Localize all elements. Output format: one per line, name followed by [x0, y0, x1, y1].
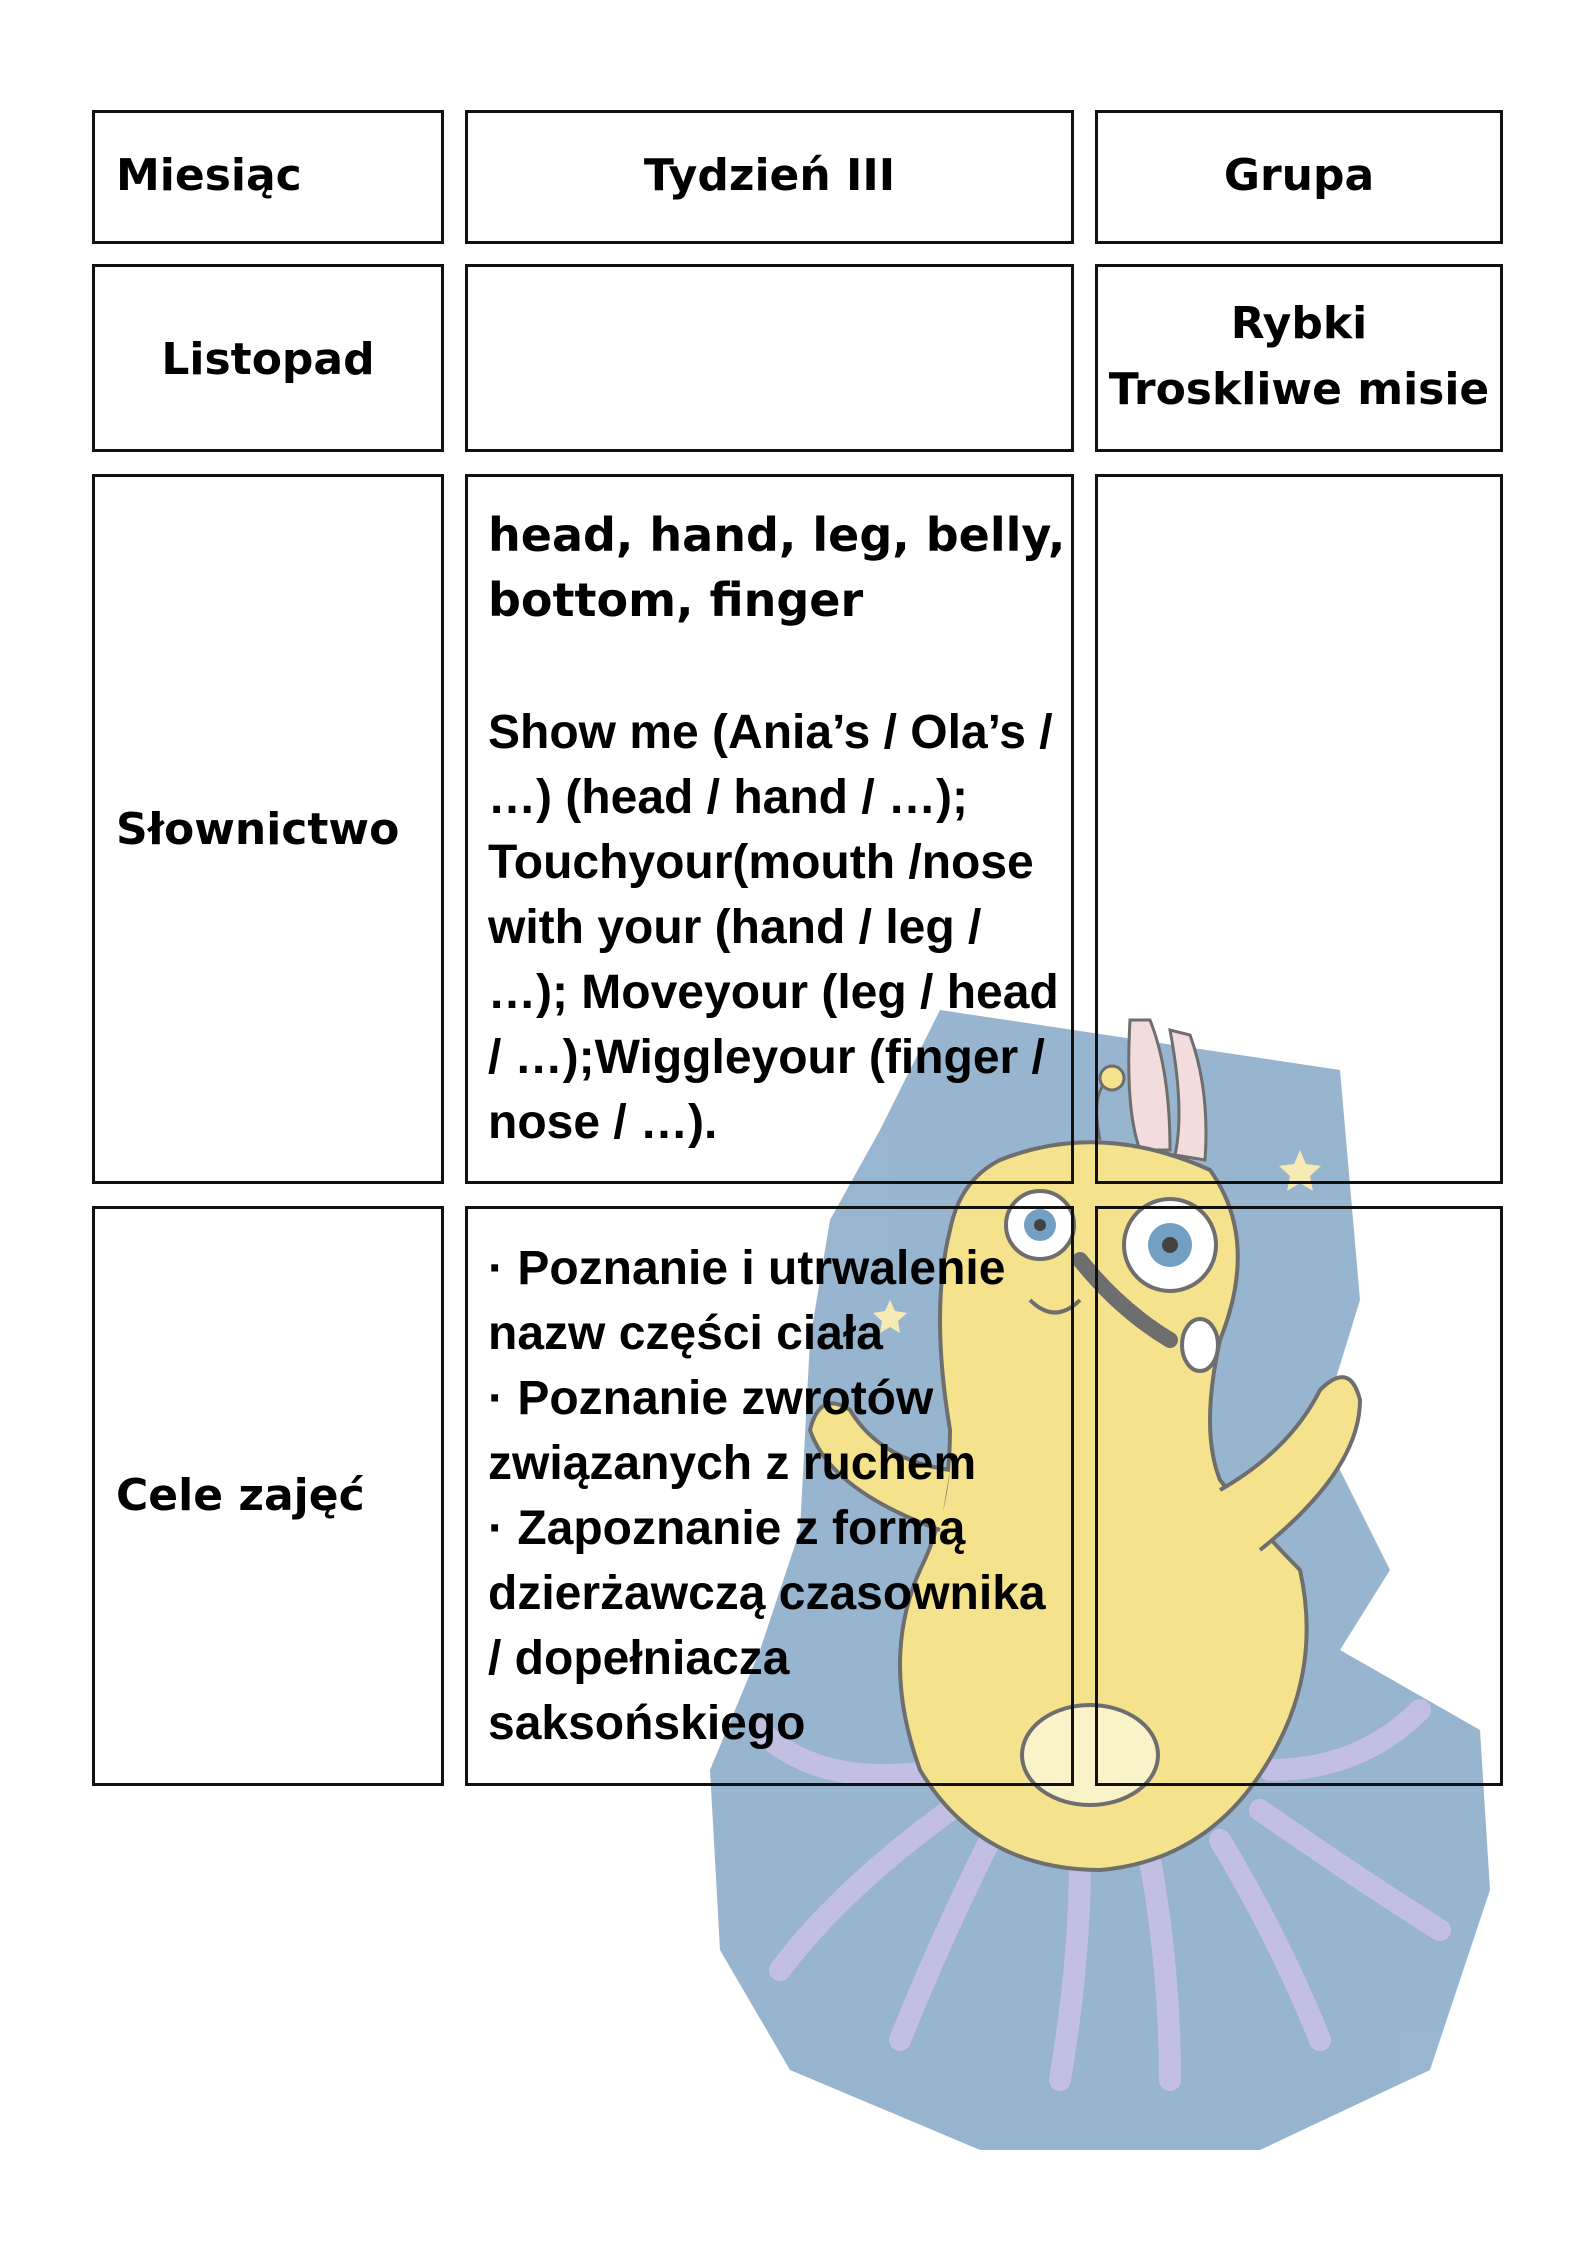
goals-line-1: · Poznanie i utrwalenie: [488, 1242, 1006, 1295]
vocabulary-phrase-line-6: / …);Wiggleyour (finger /: [488, 1031, 1045, 1084]
vocabulary-phrase-line-5: …); Moveyour (leg / head: [488, 966, 1059, 1019]
group-value-rybki: Rybki: [1230, 298, 1368, 349]
vocabulary-phrase-line-2: …) (head / hand / …);: [488, 771, 968, 824]
vocabulary-extra-cell: [1095, 474, 1503, 1184]
goals-line-6: dzierżawczą czasownika: [488, 1567, 1046, 1620]
week-value-cell: [465, 264, 1074, 452]
goals-extra-cell: [1095, 1206, 1503, 1786]
vocabulary-words-line-2: bottom, finger: [488, 573, 864, 627]
vocabulary-phrase-line-3: Touchyour(mouth /nose: [488, 836, 1034, 889]
goals-line-8: saksońskiego: [488, 1697, 806, 1750]
goals-line-5: · Zapoznanie z formą: [488, 1502, 966, 1555]
month-header-label: Miesiąc: [116, 150, 302, 201]
vocabulary-label: Słownictwo: [116, 804, 400, 855]
vocabulary-words-line-1: head, hand, leg, belly,: [488, 508, 1066, 562]
group-value-cell: [1095, 264, 1503, 452]
month-value: Listopad: [161, 334, 375, 385]
week-header-label: Tydzień III: [643, 150, 896, 201]
goals-line-4: związanych z ruchem: [488, 1437, 977, 1490]
group-header-label: Grupa: [1223, 150, 1375, 201]
vocabulary-phrase-line-7: nose / …).: [488, 1096, 718, 1149]
goals-line-3: · Poznanie zwrotów: [488, 1372, 934, 1425]
goals-line-7: / dopełniacza: [488, 1632, 790, 1685]
goals-line-2: nazw części ciała: [488, 1307, 883, 1360]
group-value-troskliwe-misie: Troskliwe misie: [1108, 364, 1490, 415]
goals-label: Cele zajęć: [116, 1470, 365, 1521]
vocabulary-phrase-line-1: Show me (Ania’s / Ola’s /: [488, 706, 1053, 759]
vocabulary-phrase-line-4: with your (hand / leg /: [488, 901, 982, 954]
